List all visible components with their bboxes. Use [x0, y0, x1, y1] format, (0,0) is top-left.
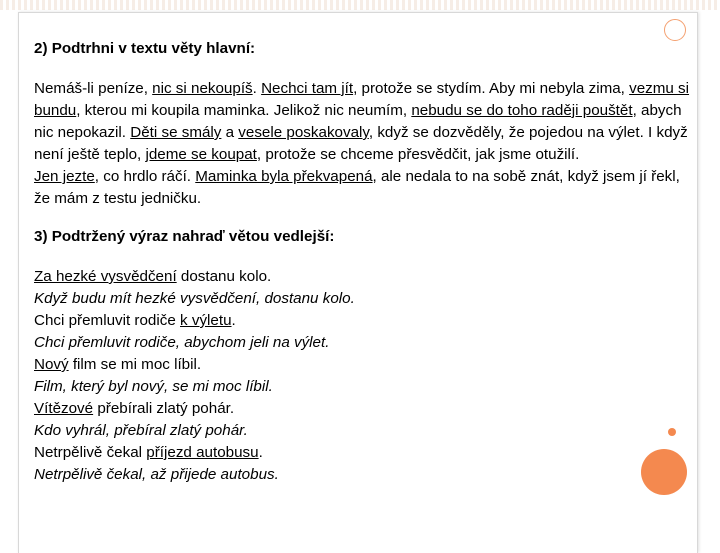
task3-answer: Když budu mít hezké vysvědčení, dostanu kolo.	[34, 290, 355, 307]
text-segment: a	[221, 124, 239, 141]
task3-answer: Kdo vyhrál, přebíral zlatý pohár.	[34, 422, 248, 439]
main-clause: jdeme se koupat	[145, 146, 257, 163]
text-segment: , ale nedala to na sobě znát, když jsem jí řekl, že mám z testu jedničku.	[34, 168, 680, 207]
task2-heading: 2) Podtrhni v textu věty hlavní:	[34, 40, 256, 57]
text-segment: přebírali zlatý pohár.	[93, 400, 235, 417]
text-segment: , když se dozvěděly, že pojedou na výlet. I když není ještě teplo,	[34, 124, 688, 163]
main-clause: Maminka byla překvapená	[195, 168, 373, 185]
text-segment: film se mi moc líbil.	[68, 356, 202, 373]
text-segment: , kterou mi koupila maminka. Jelikož nic neumím,	[76, 102, 412, 119]
text-segment: Nemáš-li peníze,	[34, 80, 153, 97]
text-segment: , abych nic nepokazil.	[34, 102, 682, 141]
task3-answer: Chci přemluvit rodiče, abychom jeli na výlet.	[34, 334, 330, 351]
task2-paragraph-2	[34, 166, 694, 210]
main-clause: vezmu si bundu	[34, 80, 690, 119]
main-clause: Nechci tam jít	[261, 80, 354, 97]
text-segment: , protože se stydím. Aby mi nebyla zima,	[353, 80, 630, 97]
task3-line	[34, 266, 694, 288]
task3-heading: 3) Podtržený výraz nahraď větou vedlejší:	[34, 228, 335, 245]
text-segment: Chci přemluvit rodiče	[34, 312, 181, 329]
underlined-expression: Za hezké vysvědčení	[34, 268, 177, 285]
text-segment: .	[258, 444, 263, 461]
task3-answer: Film, který byl nový, se mi moc líbil.	[34, 378, 273, 395]
underlined-expression: příjezd autobusu	[146, 444, 259, 461]
text-segment: .	[252, 80, 262, 97]
text-segment: dostanu kolo.	[176, 268, 272, 285]
top-stripe	[0, 0, 720, 10]
task3-answer: Netrpělivě čekal, až přijede autobus.	[34, 466, 279, 483]
text-segment: , protože se chceme přesvědčit, jak jsme otužilí.	[256, 146, 580, 163]
underlined-expression: k výletu	[180, 312, 232, 329]
underlined-expression: Nový	[34, 356, 69, 373]
main-clause: nic si nekoupíš	[152, 80, 253, 97]
task3-line	[34, 442, 694, 464]
main-clause: vesele poskakovaly	[238, 124, 369, 141]
task3-line	[34, 310, 694, 332]
task3-line	[34, 354, 694, 376]
main-clause: nebudu se do toho raději pouštět	[411, 102, 633, 119]
text-segment: .	[231, 312, 236, 329]
underlined-expression: Vítězové	[34, 400, 94, 417]
text-segment: Netrpělivě čekal	[34, 444, 147, 461]
task3-line	[34, 398, 694, 420]
main-clause: Jen jezte	[34, 168, 95, 185]
main-clause: Děti se smály	[130, 124, 222, 141]
task2-paragraph	[34, 78, 694, 166]
slide-content	[34, 38, 694, 486]
text-segment: , co hrdlo ráčí.	[94, 168, 196, 185]
